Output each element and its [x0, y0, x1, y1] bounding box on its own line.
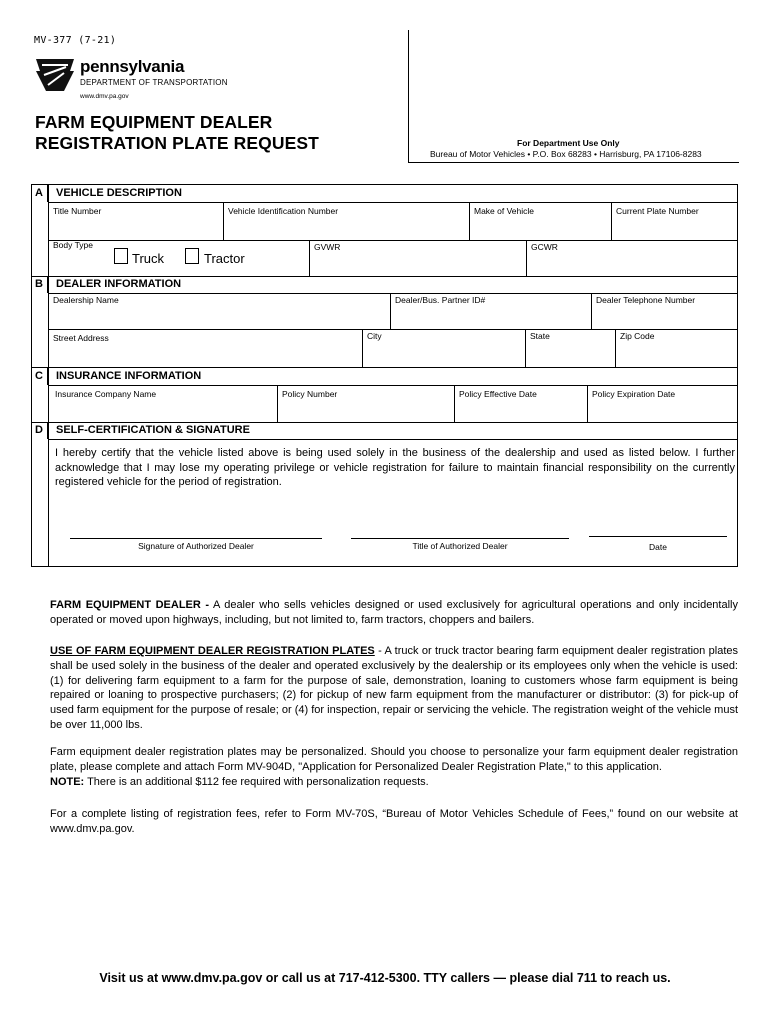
partner-id-field[interactable]: Dealer/Bus. Partner ID#	[395, 295, 486, 305]
policy-expiration-date-field[interactable]: Policy Expiration Date	[592, 389, 676, 399]
make-field[interactable]: Make of Vehicle	[474, 206, 535, 216]
farm-dealer-heading: FARM EQUIPMENT DEALER -	[50, 599, 210, 611]
dealer-title-line[interactable]	[351, 538, 569, 539]
keystone-logo-icon	[34, 55, 76, 93]
form-number: MV-377 (7-21)	[34, 35, 117, 46]
rule	[526, 240, 527, 276]
farm-dealer-text: A dealer who sells vehicles designed or used exclusively for agricultural operations and only incidentally operated or moved upon highways, including, but not limited to, farm tractors, choppers and bailers.	[50, 599, 738, 626]
city-field[interactable]: City	[367, 331, 382, 341]
truck-checkbox[interactable]	[114, 248, 128, 264]
gvwr-field[interactable]: GVWR	[314, 242, 341, 252]
rule	[48, 202, 738, 203]
rule	[48, 185, 49, 566]
rule	[362, 329, 363, 367]
truck-label: Truck	[132, 251, 165, 266]
fees-paragraph: For a complete listing of registration fees, refer to Form MV-70S, “Bureau of Motor Vehicles Schedule of Fees,” found on our website at www.dmv.pa.gov.	[50, 808, 738, 835]
plate-use-heading: USE OF FARM EQUIPMENT DEALER REGISTRATION PLATES	[50, 645, 375, 657]
section-d-letter: D	[31, 422, 48, 439]
farm-dealer-definition	[50, 598, 738, 628]
rule	[390, 293, 391, 329]
note-label: NOTE:	[50, 775, 85, 788]
zip-code-field[interactable]: Zip Code	[620, 331, 655, 341]
department-use-label: For Department Use Only	[517, 138, 620, 148]
certification-text: I hereby certify that the vehicle listed above is being used solely in the business of the dealership and used as listed below. I further acknowledge that I may lose my operating privilege or vehicle registration for failure to maintain financial responsibility on the currently registered vehicle for the period of registration.	[55, 447, 735, 488]
logo-department: DEPARTMENT OF TRANSPORTATION	[80, 78, 228, 87]
dealership-name-field[interactable]: Dealership Name	[53, 295, 119, 305]
tractor-checkbox[interactable]	[185, 248, 199, 264]
rule	[48, 439, 738, 440]
personalization-text: Farm equipment dealer registration plates may be personalized. Should you choose to personalize your farm equipment dealer registration plate, please complete and attach Form MV-904D, "Application for Personalized Dealer Registration Plate," to this application.	[50, 746, 738, 773]
vin-field[interactable]: Vehicle Identification Number	[228, 206, 339, 216]
logo-website: www.dmv.pa.gov	[80, 93, 129, 100]
insurance-company-field[interactable]: Insurance Company Name	[55, 389, 157, 399]
section-c-title: INSURANCE INFORMATION	[56, 370, 202, 382]
body-type-label: Body Type	[53, 240, 94, 250]
section-b-title: DEALER INFORMATION	[56, 278, 182, 290]
signature-label: Signature of Authorized Dealer	[138, 541, 254, 551]
section-c-letter: C	[31, 368, 48, 385]
department-use-rule	[408, 162, 739, 163]
tractor-label: Tractor	[204, 251, 245, 266]
rule	[48, 385, 738, 386]
section-b-letter: B	[31, 276, 48, 293]
personalization-paragraph	[50, 745, 738, 789]
plate-use-paragraph	[50, 644, 738, 733]
state-field[interactable]: State	[530, 331, 550, 341]
rule	[525, 329, 526, 367]
form-title-line1: FARM EQUIPMENT DEALER	[35, 112, 273, 132]
footer-contact: Visit us at www.dmv.pa.gov or call us at 717-412-5300. TTY callers — please dial 711 to reach us.	[99, 971, 671, 985]
date-label: Date	[649, 542, 667, 552]
telephone-field[interactable]: Dealer Telephone Number	[596, 295, 696, 305]
section-a-title: VEHICLE DESCRIPTION	[56, 187, 182, 199]
date-line[interactable]	[589, 536, 727, 537]
rule	[469, 202, 470, 240]
current-plate-field[interactable]: Current Plate Number	[616, 206, 699, 216]
policy-effective-date-field[interactable]: Policy Effective Date	[459, 389, 537, 399]
rule	[277, 385, 278, 422]
signature-line[interactable]	[70, 538, 322, 539]
dealer-title-label: Title of Authorized Dealer	[412, 541, 508, 551]
rule	[48, 329, 738, 330]
rule	[48, 293, 738, 294]
rule	[48, 240, 738, 241]
rule	[615, 329, 616, 367]
policy-number-field[interactable]: Policy Number	[282, 389, 338, 399]
form-title-line2: REGISTRATION PLATE REQUEST	[35, 133, 319, 153]
plate-use-text: - A truck or truck tractor bearing farm equipment dealer registration plates shall be used solely in the business of the dealer and operated exclusively by the dealership or its employees only when the vehicle is used: (1) for delivering farm equipment to a farm for the purpose of sale, demonstration, loaning to customers whose farm equipment is being repaired or loaning to prospective purchasers; (2) for pickup of new farm equipment from the manufacturer or distributor: (3) for pick-up of used farm equipment for the purpose of resale; or (4) for inspection, repair or servicing the vehicle. The registration weight of the vehicle must be over 11,000 lbs.	[50, 645, 739, 731]
street-address-field[interactable]: Street Address	[53, 333, 109, 343]
rule	[454, 385, 455, 422]
bureau-address: Bureau of Motor Vehicles • P.O. Box 68283 • Harrisburg, PA 17106-8283	[430, 149, 702, 159]
gcwr-field[interactable]: GCWR	[531, 242, 558, 252]
rule	[223, 202, 224, 240]
rule	[591, 293, 592, 329]
title-number-field[interactable]: Title Number	[53, 206, 102, 216]
rule	[611, 202, 612, 240]
section-d-title: SELF-CERTIFICATION & SIGNATURE	[56, 424, 250, 436]
logo-name: pennsylvania	[80, 57, 185, 76]
rule	[587, 385, 588, 422]
rule	[309, 240, 310, 276]
header-divider	[408, 30, 409, 163]
note-text: There is an additional $112 fee required with personalization requests.	[84, 775, 429, 788]
section-a-letter: A	[31, 185, 48, 202]
